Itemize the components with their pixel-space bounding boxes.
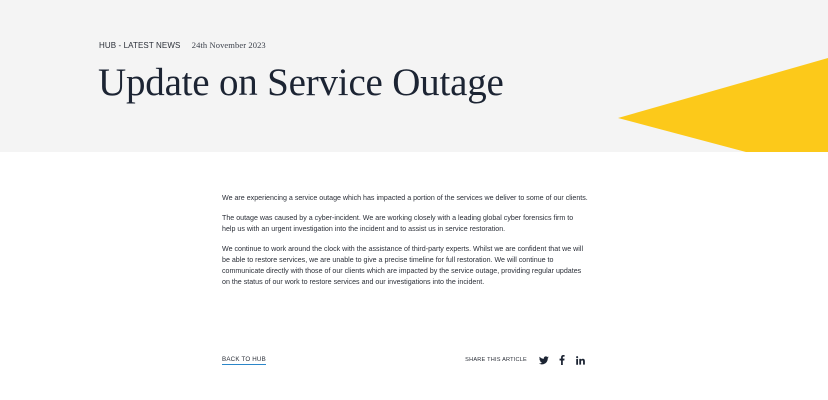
article-meta: [99, 40, 266, 50]
article-paragraph: The outage was caused by a cyber-incident. We are working closely with a leading global cyber forensics firm to help us with an urgent investigation into the incident and to assist us in service restoration.: [222, 213, 574, 233]
back-to-hub-link[interactable]: BACK TO HUB: [222, 356, 266, 363]
linkedin-icon[interactable]: [574, 354, 586, 366]
article-footer: [222, 354, 586, 368]
hero-banner: [0, 0, 828, 152]
breadcrumb[interactable]: HUB - LATEST NEWS: [99, 41, 181, 50]
yellow-triangle-decoration: [618, 0, 828, 152]
share-label: SHARE THIS ARTICLE: [465, 357, 527, 363]
facebook-icon[interactable]: [556, 354, 568, 366]
share-bar: [465, 354, 586, 366]
article-body: [222, 193, 588, 297]
article-paragraph: We are experiencing a service outage which has impacted a portion of the services we deliver to some of our clients.: [222, 194, 588, 202]
article-paragraph: We continue to work around the clock with the assistance of third-party experts. Whilst we are confident that we will be able to restore services, we are unable to give a precise timeline for full restoration. We will continue to communicate directly with those of our clients which are impacted by the service outage, providing regular updates on the status of our work to restore services and our investigations into the incident.: [222, 244, 584, 287]
twitter-icon[interactable]: [538, 354, 550, 366]
page-title: Update on Service Outage: [98, 61, 504, 104]
publish-date: 24th November 2023: [191, 40, 266, 50]
